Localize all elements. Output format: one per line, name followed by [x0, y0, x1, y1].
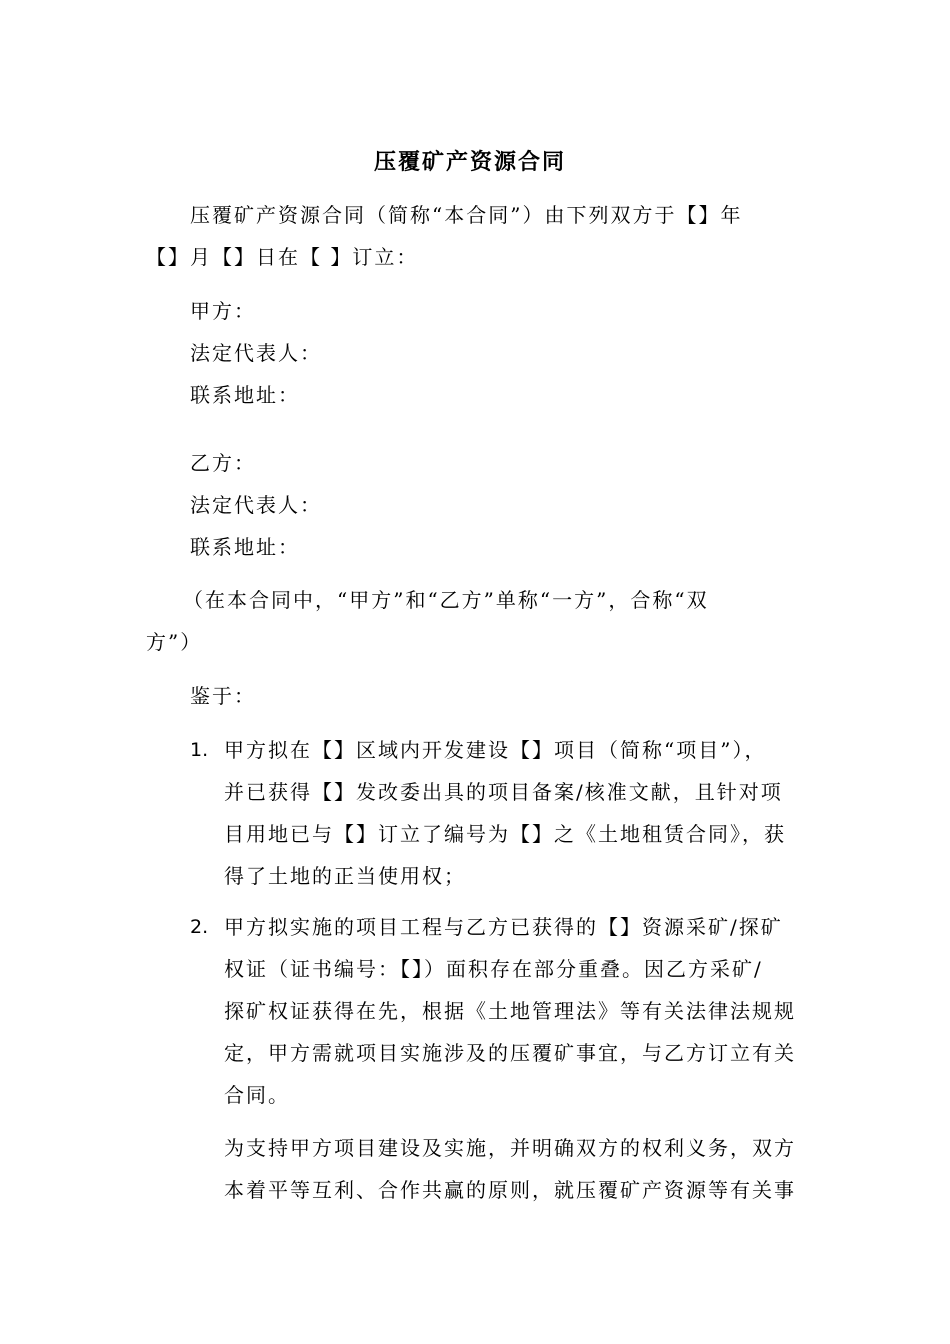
party-a-name-label: 甲方： [190, 299, 256, 323]
recital-2-number: 2. [190, 916, 209, 938]
document-title: 压覆矿产资源合同 [374, 149, 567, 175]
party-b-name-label: 乙方： [190, 451, 256, 475]
recital-1-line: 甲方拟在【】区域内开发建设【】项目（简称“项目”）， [224, 738, 767, 762]
party-a-address-label: 联系地址： [190, 383, 300, 407]
recital-2-line: 定，甲方需就项目实施涉及的压覆矿事宜，与乙方订立有关 [224, 1041, 796, 1065]
recital-1-line: 目用地已与【】订立了编号为【】之《土地租赁合同》，获 [224, 822, 786, 846]
intro-line-1: 压覆矿产资源合同（简称“本合同”）由下列双方于【】年 [190, 203, 743, 227]
recital-1-line: 得了土地的正当使用权； [224, 864, 466, 888]
recital-2-line: 合同。 [224, 1083, 290, 1107]
party-b-rep-label: 法定代表人： [190, 493, 322, 517]
whereas-label: 鉴于： [190, 684, 256, 708]
purpose-line: 本着平等互利、合作共赢的原则，就压覆矿产资源等有关事 [224, 1178, 796, 1202]
recital-2-line: 探矿权证获得在先，根据《土地管理法》等有关法律法规规 [224, 999, 796, 1023]
recital-2-line: 甲方拟实施的项目工程与乙方已获得的【】资源采矿/探矿 [224, 915, 783, 939]
recital-1-number: 1. [190, 739, 209, 761]
purpose-line: 为支持甲方项目建设及实施，并明确双方的权利义务，双方 [224, 1136, 796, 1160]
definition-line-1: （在本合同中，“甲方”和“乙方”单称“一方”，合称“双 [183, 588, 709, 612]
recital-2-line: 权证（证书编号：【】）面积存在部分重叠。因乙方采矿/ [224, 957, 763, 981]
party-a-rep-label: 法定代表人： [190, 341, 322, 365]
party-b-address-label: 联系地址： [190, 535, 300, 559]
intro-line-2: 【】月【】日在【 】订立： [146, 245, 419, 269]
definition-line-2: 方”） [146, 630, 203, 654]
recital-1-line: 并已获得【】发改委出具的项目备案/核准文献，且针对项 [224, 780, 783, 804]
